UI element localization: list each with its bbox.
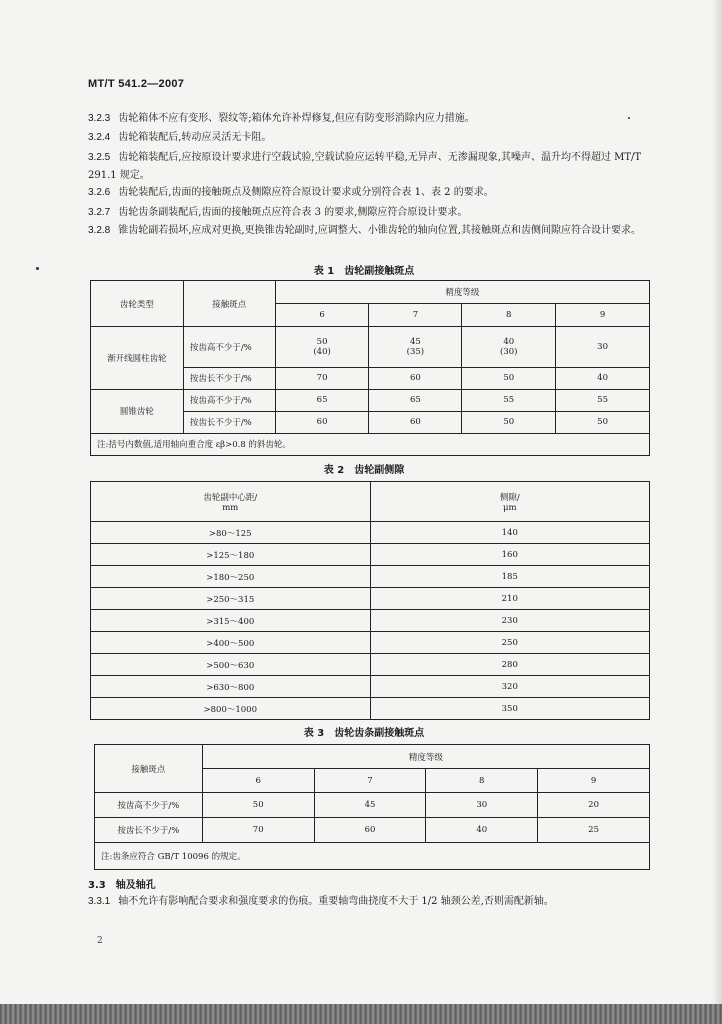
table1-note: 注:括号内数值,适用轴向重合度 εβ>0.8 的斜齿轮。	[91, 433, 650, 455]
table3-note: 注:齿条应符合 GB/T 10096 的规定。	[95, 843, 650, 870]
grade-cell: 6	[275, 304, 369, 327]
value-cell: 55	[462, 389, 556, 411]
header-precision-grade: 精度等级	[202, 745, 649, 769]
header-unit: mm	[222, 502, 239, 513]
center-distance-cell: >800～1000	[91, 698, 371, 720]
value-cell: 60	[369, 367, 462, 389]
center-distance-cell: >500～630	[91, 654, 371, 676]
value-cell: 30	[556, 327, 650, 368]
gear-type-cylindrical: 渐开线圆柱齿轮	[91, 327, 184, 390]
value-main: 50	[316, 337, 328, 348]
grade-cell: 7	[314, 769, 426, 793]
clause-3-3-1	[88, 893, 663, 911]
center-distance-cell: >250～315	[91, 588, 371, 610]
clause-number: 3.2.8	[88, 225, 111, 236]
header-contact-spot: 接触斑点	[183, 281, 275, 327]
value-cell: 50	[556, 411, 650, 433]
section-title: 轴及轴孔	[115, 880, 156, 891]
section-number: 3.3	[88, 880, 106, 891]
clause-3-2-4	[88, 129, 663, 147]
header-line: 齿轮副中心距/	[203, 492, 258, 503]
contact-by-length: 按齿长不少于/%	[95, 818, 203, 843]
backlash-cell: 210	[370, 588, 650, 610]
value-cell: 55	[556, 389, 650, 411]
header-precision-grade: 精度等级	[275, 281, 649, 304]
section-heading-3-3	[88, 876, 156, 891]
page-number: 2	[97, 936, 103, 946]
table3-rack-contact-spots	[94, 744, 650, 870]
value-helical: (30)	[500, 347, 518, 358]
clause-3-2-7	[88, 204, 663, 222]
header-backlash	[370, 482, 650, 522]
clause-3-2-6	[88, 184, 663, 202]
clause-text: 齿轮齿条副装配后,齿面的接触斑点应符合表 3 的要求,侧隙应符合原设计要求。	[118, 207, 468, 218]
value-cell: 50	[462, 411, 556, 433]
value-cell: 60	[275, 411, 369, 433]
grade-cell: 8	[426, 769, 538, 793]
table1-contact-spots	[90, 280, 650, 456]
table-title-text: 齿轮齿条副接触斑点	[334, 728, 425, 739]
value-cell: 30	[426, 793, 538, 818]
scan-speck	[36, 267, 39, 270]
value-cell: 60	[369, 411, 462, 433]
value-main: 45	[409, 337, 421, 348]
center-distance-cell: >125～180	[91, 544, 371, 566]
clause-number: 3.2.4	[88, 132, 111, 143]
clause-text: 齿轮箱装配后,转动应灵活无卡阻。	[118, 132, 272, 143]
clause-3-2-5	[88, 149, 663, 185]
clause-text: 锥齿轮副若损坏,应成对更换,更换锥齿轮副时,应调整大、小锥齿轮的轴向位置,其接触斑点和齿侧间隙应符合设计要求。	[118, 225, 641, 236]
value-cell: 20	[538, 793, 650, 818]
clause-3-2-8	[88, 222, 663, 240]
value-cell	[462, 327, 556, 368]
clause-text: 齿轮箱体不应有变形、裂纹等;箱体允许补焊修复,但应有防变形消除内应力措施。	[118, 113, 475, 124]
value-cell: 60	[314, 818, 426, 843]
grade-cell: 9	[556, 304, 650, 327]
header-contact-spot: 接触斑点	[95, 745, 203, 793]
contact-by-length: 按齿长不少于/%	[183, 411, 275, 433]
value-cell	[275, 327, 369, 368]
contact-by-height: 按齿高不少于/%	[183, 389, 275, 411]
grade-cell: 6	[202, 769, 314, 793]
clause-3-2-3	[88, 110, 663, 128]
header-gear-type: 齿轮类型	[91, 281, 184, 327]
backlash-cell: 230	[370, 610, 650, 632]
value-cell: 50	[462, 367, 556, 389]
standard-code-header: MT/T 541.2—2007	[88, 78, 185, 90]
value-cell: 70	[202, 818, 314, 843]
backlash-cell: 350	[370, 698, 650, 720]
value-cell: 25	[538, 818, 650, 843]
contact-by-height: 按齿高不少于/%	[183, 327, 275, 368]
clause-text: 齿轮装配后,齿面的接触斑点及侧隙应符合原设计要求或分别符合表 1、表 2 的要求。	[118, 187, 494, 198]
scan-shadow-right	[712, 0, 722, 1024]
contact-by-length: 按齿长不少于/%	[183, 367, 275, 389]
grade-cell: 7	[369, 304, 462, 327]
clause-number: 3.2.6	[88, 187, 111, 198]
clause-number: 3.3.1	[88, 896, 111, 907]
value-cell: 65	[275, 389, 369, 411]
header-line: 侧隙/	[499, 492, 520, 503]
value-cell: 70	[275, 367, 369, 389]
backlash-cell: 320	[370, 676, 650, 698]
scan-shadow-bottom	[0, 1004, 722, 1024]
clause-number: 3.2.5	[88, 152, 111, 163]
header-center-distance	[91, 482, 371, 522]
clause-text: 轴不允许有影响配合要求和强度要求的伤痕。重要轴弯曲挠度不大于 1/2 轴颈公差,否则需配新轴。	[118, 896, 554, 907]
backlash-cell: 280	[370, 654, 650, 676]
grade-cell: 9	[538, 769, 650, 793]
grade-cell: 8	[462, 304, 556, 327]
contact-by-height: 按齿高不少于/%	[95, 793, 203, 818]
table-label: 表 2	[323, 465, 345, 476]
table-title-text: 齿轮副接触斑点	[344, 266, 415, 277]
value-helical: (35)	[406, 347, 425, 358]
backlash-cell: 140	[370, 522, 650, 544]
value-cell: 50	[202, 793, 314, 818]
table3-title	[88, 724, 650, 739]
scan-speck	[628, 117, 630, 119]
clause-number: 3.2.3	[88, 113, 111, 124]
table1-title	[88, 262, 650, 277]
center-distance-cell: >80～125	[91, 522, 371, 544]
value-cell: 40	[556, 367, 650, 389]
table-label: 表 3	[303, 728, 325, 739]
gear-type-bevel: 圆锥齿轮	[91, 389, 184, 433]
value-helical: (40)	[313, 347, 331, 358]
center-distance-cell: >630～800	[91, 676, 371, 698]
table2-backlash	[90, 481, 650, 720]
table2-title	[88, 461, 650, 476]
center-distance-cell: >180～250	[91, 566, 371, 588]
table-title-text: 齿轮副侧隙	[354, 465, 405, 476]
clause-text: 齿轮箱装配后,应按原设计要求进行空载试验,空载试验应运转平稳,无异声、无渗漏现象,其噪声、温升均不得超过 MT/T 291.1 规定。	[88, 152, 642, 181]
center-distance-cell: >315～400	[91, 610, 371, 632]
center-distance-cell: >400～500	[91, 632, 371, 654]
value-cell: 40	[426, 818, 538, 843]
backlash-cell: 185	[370, 566, 650, 588]
value-main: 40	[503, 337, 515, 348]
table-label: 表 1	[313, 266, 335, 277]
value-cell: 45	[314, 793, 426, 818]
value-cell: 65	[369, 389, 462, 411]
value-cell	[369, 327, 462, 368]
backlash-cell: 250	[370, 632, 650, 654]
clause-number: 3.2.7	[88, 207, 111, 218]
backlash-cell: 160	[370, 544, 650, 566]
header-unit: μm	[502, 502, 517, 513]
